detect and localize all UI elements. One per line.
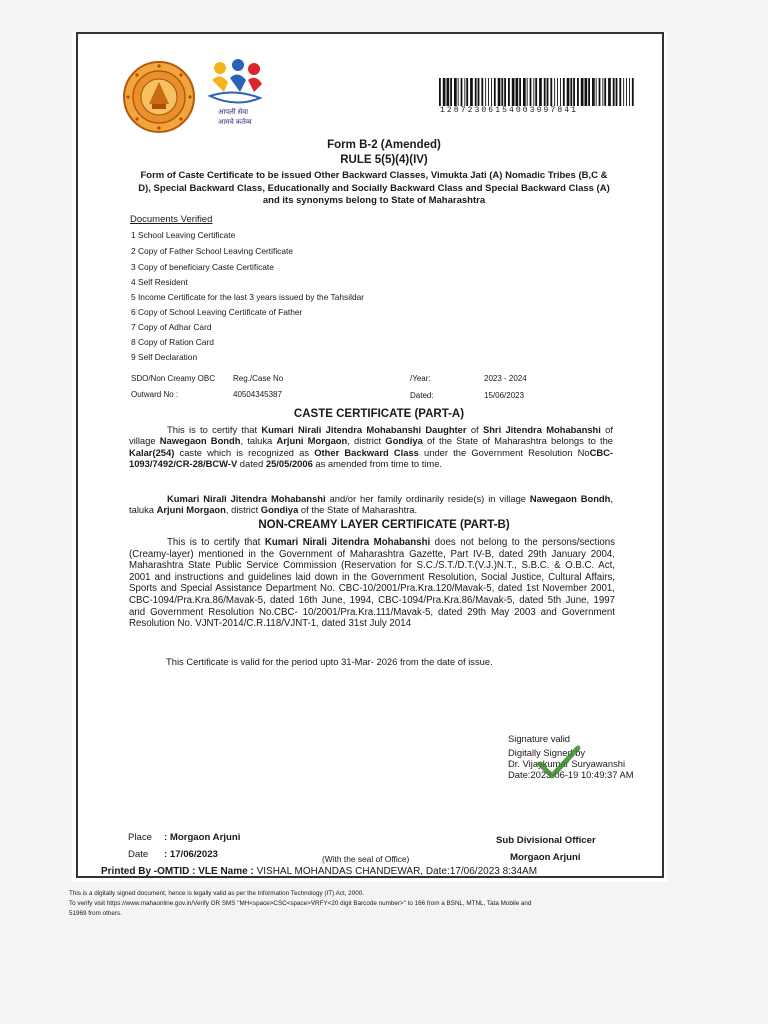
place-value: : Morgaon Arjuni <box>164 832 241 843</box>
dated-label: Dated: <box>410 391 434 400</box>
barcode-bar <box>560 78 561 106</box>
people-hand-icon <box>206 58 264 108</box>
barcode-bar <box>539 78 542 106</box>
barcode-bar <box>596 78 597 106</box>
sdo-label: SDO/Non Creamy OBC <box>131 374 216 383</box>
legal-note-line: To verify visit https://www.mahaonline.gov.in/Verify OR SMS "MH<space>CSC<space>VRFY<20 digit Barcode number>" to 166 from a BSNL, MTNL, Tata Mobile and <box>69 900 532 907</box>
signature-valid: Signature valid <box>508 733 571 744</box>
signature-line-1: Digitally Signed by <box>508 747 586 758</box>
documents-heading: Documents Verified <box>130 214 213 225</box>
barcode-bar <box>547 78 549 106</box>
barcode-bar <box>494 78 496 106</box>
document-item: 5 Income Certificate for the last 3 years issued by the Tahsildar <box>131 292 365 302</box>
barcode-number: 12872306154003997841 <box>440 106 579 115</box>
barcode-bar <box>573 78 575 106</box>
validity-text: This Certificate is valid for the period upto 31-Mar- 2026 from the date of issue. <box>166 656 493 667</box>
barcode-bar <box>488 78 489 106</box>
barcode-bar <box>464 78 465 106</box>
barcode-bar <box>439 78 441 106</box>
barcode-bar <box>567 78 570 106</box>
barcode-bar <box>604 78 606 106</box>
barcode-bar <box>632 78 634 106</box>
barcode-bar <box>530 78 532 106</box>
reg-case-label: Reg./Case No <box>233 374 284 383</box>
document-item: 2 Copy of Father School Leaving Certificate <box>131 246 294 256</box>
outward-value: 40504345387 <box>233 390 282 399</box>
barcode-bar <box>535 78 537 106</box>
barcode-bar <box>629 78 630 106</box>
outward-label: Outward No : <box>131 390 179 399</box>
barcode-bar <box>523 78 526 106</box>
barcode-bar <box>608 78 611 106</box>
barcode-bar <box>554 78 555 106</box>
barcode-bar <box>533 78 534 106</box>
barcode-bar <box>623 78 624 106</box>
aaple-sarkar-logo <box>206 58 264 136</box>
document-item: 9 Self Declaration <box>131 352 198 362</box>
barcode-bar <box>527 78 528 106</box>
barcode-bar <box>512 78 515 106</box>
barcode-bar <box>550 78 552 106</box>
date-value: : 17/06/2023 <box>164 849 218 860</box>
part-b-title: NON-CREAMY LAYER CERTIFICATE (PART-B) <box>258 519 510 531</box>
barcode-bar <box>588 78 590 106</box>
legal-note-line: This is a digitally signed document, hence is legally valid as per the Information Technology (IT) Act, 2000. <box>69 890 364 897</box>
barcode-bar <box>475 78 477 106</box>
document-item: 7 Copy of Adhar Card <box>131 322 212 332</box>
document-item: 6 Copy of School Leaving Certificate of Father <box>131 307 303 317</box>
barcode-bar <box>519 78 521 106</box>
officer-place: Morgaon Arjuni <box>510 852 581 863</box>
barcode-bar <box>443 78 446 106</box>
barcode-bar <box>481 78 483 106</box>
barcode-bar <box>447 78 450 106</box>
barcode-bar <box>516 78 519 106</box>
date-label: Date <box>128 849 149 860</box>
barcode-bar <box>458 78 459 106</box>
barcode-bar <box>557 78 558 106</box>
barcode-bar <box>602 78 603 106</box>
barcode-bar <box>577 78 579 106</box>
barcode-bar <box>585 78 588 106</box>
barcode-bar <box>478 78 480 106</box>
barcode-bar <box>470 78 473 106</box>
barcode-bar <box>592 78 595 106</box>
barcode-bar <box>619 78 621 106</box>
legal-note-line: 51969 from others. <box>69 910 122 917</box>
barcode-bar <box>508 78 510 106</box>
barcode <box>438 78 636 106</box>
barcode-bar <box>485 78 486 106</box>
barcode-bar <box>563 78 565 106</box>
barcode-bar <box>599 78 601 106</box>
barcode-bar <box>613 78 615 106</box>
officer-title: Sub Divisional Officer <box>496 835 596 846</box>
document-item: 8 Copy of Ration Card <box>131 337 214 347</box>
barcode-bar <box>450 78 452 106</box>
part-b-paragraph: This is to certify that Kumari Nirali Jitendra Mohabanshi does not belong to the persons/sections (Creamy-layer) mentioned in the Government of Maharashtra Gazette, Part IV-B, dated 29th January 2004, Maharashtra State Public Service Commission (Reservation for S.C./S.T./D.T.(V.J.)N.T., S.B.C. & O.B.C. Act, 2001 and instructions and guidelines laid down in the Government Resolution, Social Justice, Cultural Affairs, Sports and Special Assistance Department No. CBC-10/2001/Pra.Kra.120/Mavak-5, dated 1st November 2001, CBC-1094/Pra.Kra.86/Mavak-5, dated 16th June, 1994, CBC-1094/Pra.Kra.86/Mavak-5, dated 5th June, 1997 and Government Resolution No.CBC- 10/2001/Pra.Kra.111/Mavak-5, dated 29th May 2003 and Government Resolution No. VJNT-2014/C.R.118/VJNT-1, dated 31st July 2014 <box>129 537 615 630</box>
year-label: /Year: <box>410 374 431 383</box>
year-value: 2023 - 2024 <box>484 374 527 383</box>
barcode-bar <box>454 78 457 106</box>
form-subtitle: Form of Caste Certificate to be issued Other Backward Classes, Vimukta Jati (A) Nomadic Tribes (B,C & D), Special Backward Class, Educationally and Socially Backward Class and Special Backward Class (A) and its synonyms belong to State of Maharashtra <box>138 170 610 206</box>
part-a-paragraph-2: Kumari Nirali Jitendra Mohabanshi and/or her family ordinarily reside(s) in village Nawegaon Bondh, taluka Arjuni Morgaon, district Gondiya of the State of Maharashtra. <box>129 493 613 516</box>
document-item: 3 Copy of beneficiary Caste Certificate <box>131 262 274 272</box>
maharashtra-seal-icon <box>122 60 196 134</box>
form-title: Form B-2 (Amended) <box>327 139 441 151</box>
barcode-bar <box>498 78 501 106</box>
document-item: 1 School Leaving Certificate <box>131 230 236 240</box>
document-item: 4 Self Resident <box>131 277 188 287</box>
logo-text-line-2: आमचे कर्तव्य <box>218 119 252 126</box>
barcode-bar <box>461 78 463 106</box>
seal-note: (With the seal of Office) <box>322 854 410 864</box>
barcode-bar <box>544 78 546 106</box>
barcode-bar <box>570 78 572 106</box>
part-a-title: CASTE CERTIFICATE (PART-A) <box>293 408 465 420</box>
signature-line-3: Date:2023-06-19 10:49:37 AM <box>508 769 634 780</box>
barcode-bar <box>491 78 492 106</box>
printed-by-line: Printed By -OMTID : VLE Name : VISHAL MOHANDAS CHANDEWAR, Date:17/06/2023 8:34AM <box>101 866 538 877</box>
signature-valid-tick-icon <box>536 744 582 780</box>
barcode-bar <box>581 78 584 106</box>
logo-text-line-1: आपली सेवा <box>218 109 249 116</box>
part-a-paragraph-1: This is to certify that Kumari Nirali Jitendra Mohabanshi Daughter of Shri Jitendra Mohabanshi of village Nawegaon Bondh, taluka Arjuni Morgaon, district Gondiya of the State of Maharashtra belongs to the Kalar(254) caste which is recognized as Other Backward Class under the Government Resolution NoCBC-1093/7492/CR-28/BCW-V dated 25/05/2006 as amended from time to time. <box>129 424 614 470</box>
barcode-bar <box>616 78 618 106</box>
dated-value: 15/06/2023 <box>484 391 525 400</box>
barcode-bar <box>626 78 627 106</box>
barcode-bar <box>501 78 503 106</box>
signature-line-2: Dr. Vijaykumar Suryawanshi <box>508 758 626 769</box>
barcode-bar <box>504 78 506 106</box>
place-label: Place <box>128 832 152 843</box>
barcode-bar <box>466 78 468 106</box>
rule-number: RULE 5(5)(4)(IV) <box>340 154 428 166</box>
